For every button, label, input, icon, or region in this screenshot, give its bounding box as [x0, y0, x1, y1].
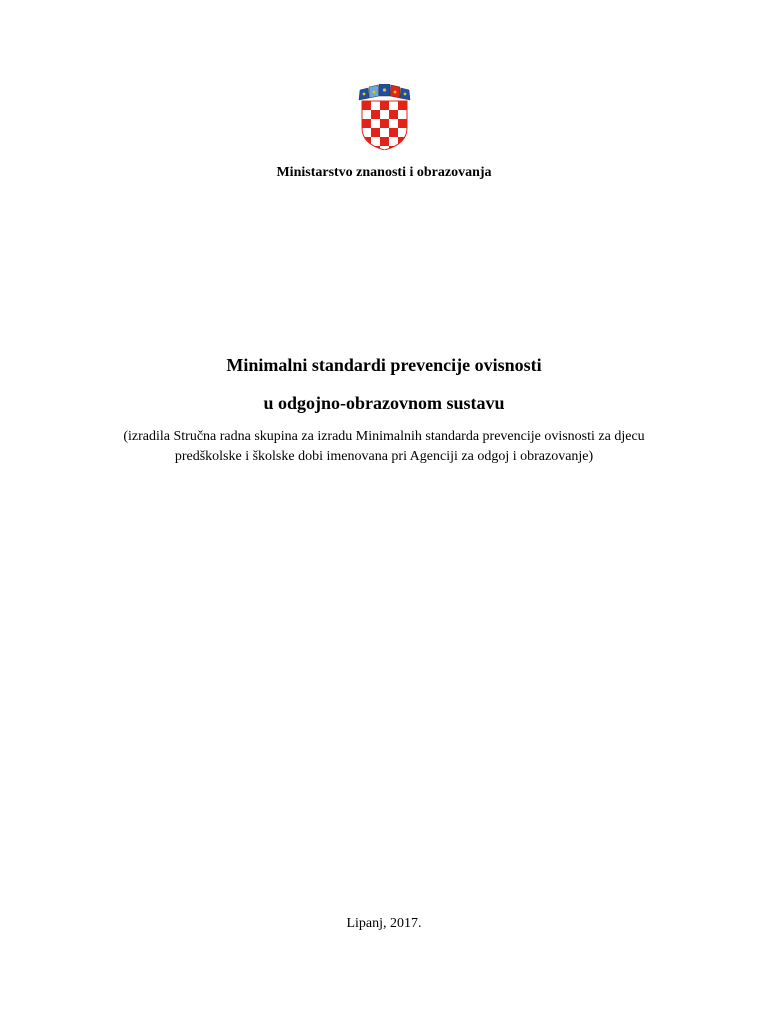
checker-square [398, 119, 407, 128]
crown [359, 84, 410, 100]
checker-square [398, 137, 407, 146]
subtitle-line-1: (izradila Stručna radna skupina za izradu Minimalnih standarda prevencije ovisnosti za djecu [123, 429, 645, 444]
checker-square [380, 119, 389, 128]
checker-square [389, 128, 398, 137]
ministry-name: Ministarstvo znanosti i obrazovanja [276, 165, 492, 180]
checker-square [362, 119, 371, 128]
checker-square [362, 137, 371, 146]
checker-square [380, 101, 389, 110]
document-subtitle [60, 427, 708, 467]
checker-square [398, 101, 407, 110]
checker-square [371, 110, 380, 119]
subtitle-line-2: predškolske i školske dobi imenovana pri Agenciji za odgoj i obrazovanje) [174, 449, 594, 464]
document-title-line-2: u odgojno-obrazovnom sustavu [263, 393, 505, 413]
document-title-line-1: Minimalni standardi prevencije ovisnosti [226, 355, 542, 375]
publication-date: Lipanj, 2017. [346, 916, 422, 931]
croatian-coat-of-arms-icon [357, 84, 412, 150]
checker-square [371, 128, 380, 137]
checker-square [389, 110, 398, 119]
checker-square [380, 137, 389, 146]
checker-square [362, 101, 371, 110]
